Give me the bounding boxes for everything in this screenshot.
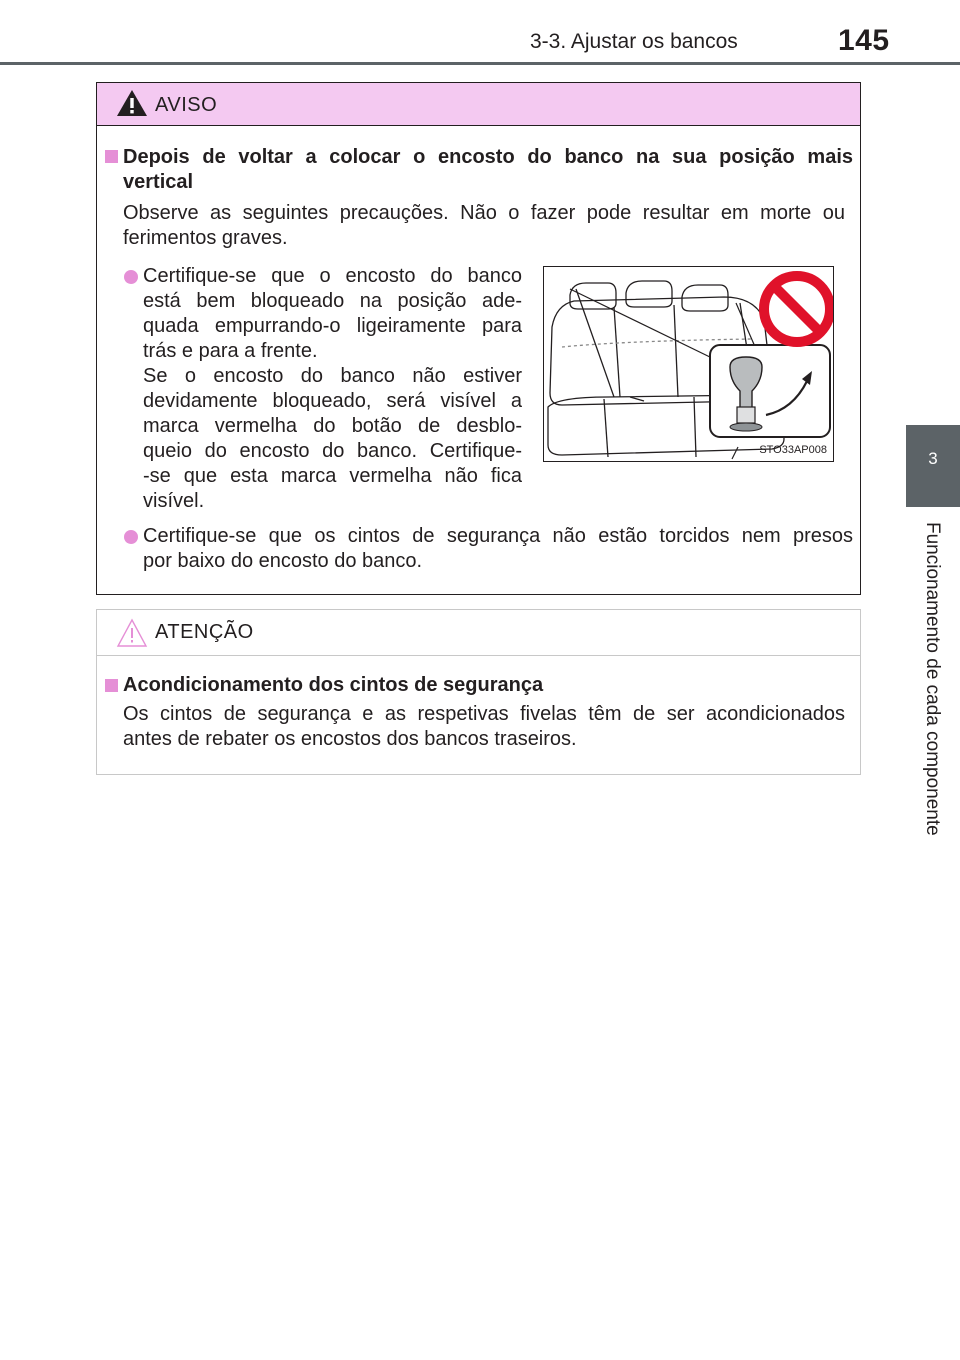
- warning-bullet-1: [143, 264, 522, 514]
- section-title: 3-3. Ajustar os bancos: [530, 30, 738, 53]
- bullet-line: Se o encosto do banco não estiver: [143, 365, 522, 387]
- warning-bullet-2: [143, 524, 853, 574]
- bullet-line: quada empurrando-o ligeiramente para: [143, 315, 522, 337]
- seat-illustration: [543, 266, 834, 462]
- warning-subheading: [123, 145, 853, 195]
- header-divider: [0, 62, 960, 65]
- warning-triangle-icon: [116, 89, 148, 117]
- chapter-title: Funcionamento de cada componente: [922, 522, 943, 836]
- caution-header: [97, 610, 860, 656]
- caution-body: [123, 702, 845, 752]
- warning-intro-line: ferimentos graves.: [123, 227, 288, 249]
- chapter-number: 3: [928, 449, 938, 468]
- bullet-line: está bem bloqueado na posição ade-: [143, 290, 522, 312]
- warning-header: [97, 83, 860, 126]
- prohibition-icon: [764, 276, 830, 342]
- bullet-line: por baixo do encosto do banco.: [143, 550, 423, 572]
- square-bullet: [105, 150, 118, 163]
- unlock-button-inset: [710, 345, 830, 437]
- caution-body-line: antes de rebater os encostos dos bancos traseiros.: [123, 728, 577, 750]
- caution-subheading: Acondicionamento dos cintos de segurança: [123, 674, 544, 696]
- rear-seat-drawing: [544, 267, 833, 461]
- caution-box: [96, 609, 861, 775]
- warning-subheading-line: Depois de voltar a colocar o encosto do banco na sua posição mais: [123, 146, 853, 168]
- chapter-title-vertical: [912, 522, 952, 862]
- warning-intro-line: Observe as seguintes precauções. Não o fazer pode resultar em morte ou: [123, 202, 845, 224]
- bullet-line: devidamente bloqueado, será visível a: [143, 390, 522, 412]
- warning-subheading-line: vertical: [123, 171, 194, 193]
- round-bullet: [124, 270, 138, 284]
- chapter-tab: [906, 425, 960, 507]
- round-bullet: [124, 530, 138, 544]
- bullet-line: Certifique-se que os cintos de segurança não estão torcidos nem presos: [143, 525, 853, 547]
- caution-label: ATENÇÃO: [155, 621, 254, 643]
- warning-intro: [123, 201, 845, 251]
- page-number: 145: [838, 24, 890, 57]
- bullet-line: -se que esta marca vermelha não fica: [143, 465, 522, 487]
- bullet-line: marca vermelha do botão de desblo-: [143, 415, 522, 437]
- warning-label: AVISO: [155, 94, 218, 116]
- caution-body-line: Os cintos de segurança e as respetivas fivelas têm de ser acondicionados: [123, 703, 845, 725]
- figure-code: STO33AP008: [759, 444, 827, 456]
- square-bullet: [105, 679, 118, 692]
- bullet-line: trás e para a frente.: [143, 340, 318, 362]
- bullet-line: visível.: [143, 490, 205, 512]
- bullet-line: queio do encosto do banco. Certifique-: [143, 440, 522, 462]
- bullet-line: Certifique-se que o encosto do banco: [143, 265, 522, 287]
- caution-triangle-icon: [116, 618, 148, 648]
